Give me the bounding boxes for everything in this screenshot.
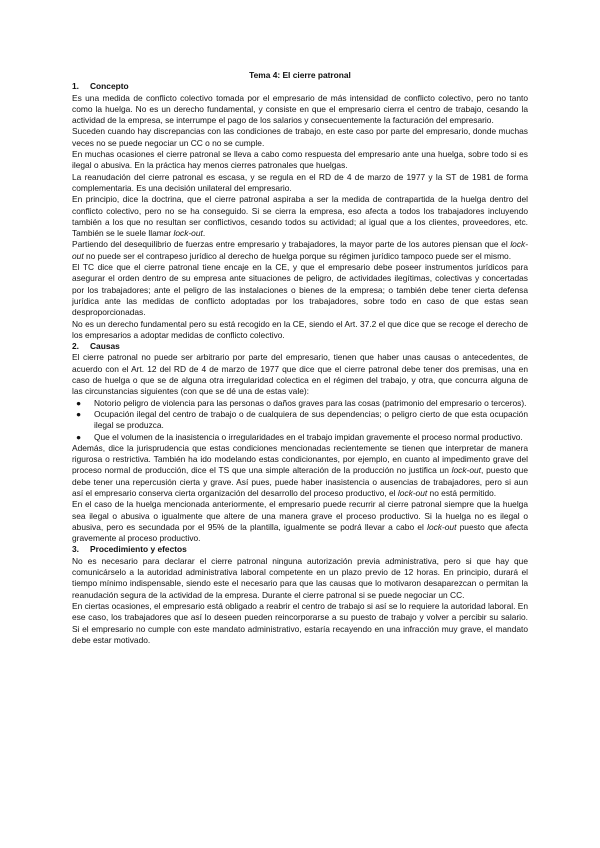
section-title: Procedimiento y efectos [90, 544, 187, 555]
paragraph: El cierre patronal no puede ser arbitrario por parte del empresario, tienen que haber unas causas o antecedentes, de acuerdo con el Art. 12 del RD de 4 de marzo de 1977 que dice que el cierre patronal debe tener dos premisas, una en caso de huelga o que se de alguna otra irregularidad colectica en el régimen del trabajo, y otra, que concurra alguna de las circunstancias siguientes (con que se dé una de estas vale): [72, 352, 528, 397]
bullet-list [72, 398, 528, 443]
list-item: ● Que el volumen de la inasistencia o irregularidades en el trabajo impidan gravemente el proceso normal productivo. [72, 432, 528, 443]
paragraph: Es una medida de conflicto colectivo tomada por el empresario de más intensidad de conflicto colectivo, pero no tanto como la huelga. No es un derecho fundamental, y consiste en que el empresario cierra el centro de trabajo, cesando la actividad de la empresa, se interrumpe el pago de los salarios y consecuentemente la facturación del empresario. [72, 92, 528, 126]
section-heading-causas [72, 341, 528, 352]
section-number: 1. [72, 81, 79, 92]
paragraph: No es un derecho fundamental pero su está recogido en la CE, siendo el Art. 37.2 el que dice que se recoge el derecho de los empresarios a adoptar medidas de conflicto colectivo. [72, 318, 528, 340]
paragraph: La reanudación del cierre patronal es escasa, y se regula en el RD de 4 de marzo de 1977 y la ST de 1981 de forma complementaria. Es una decisión unilateral del empresario. [72, 171, 528, 193]
section-number: 2. [72, 341, 79, 352]
paragraph: Suceden cuando hay discrepancias con las condiciones de trabajo, en este caso por parte del empresario, donde muchas veces no se puede negociar un CC o no se cumple. [72, 126, 528, 148]
section-title: Causas [90, 341, 120, 352]
bullet-icon: ● [76, 397, 82, 408]
list-item: ● Ocupación ilegal del centro de trabajo o de cualquiera de sus dependencias; o peligro cierto de que esta ocupación ilegal se produzca. [72, 409, 528, 432]
document-page [72, 70, 528, 646]
list-item: ● Notorio peligro de violencia para las personas o daños graves para las cosas (patrimonio del empresario o terceros). [72, 398, 528, 409]
paragraph: El TC dice que el cierre patronal tiene encaje en la CE, y que el empresario debe poseer instrumentos jurídicos para asegurar el orden dentro de su empresa ante situaciones de peligro, de actividades ilegítimas, colectivas y concertadas por los trabajadores; ante el peligro de las instalaciones o bienes de la empresa; o también debe tener cierta defensa jurídica ante las medidas de conflicto adoptadas por los trabajadores, sobre todo en caso de que estas sean desproporcionadas. [72, 262, 528, 318]
section-heading-concepto [72, 81, 528, 92]
paragraph: En ciertas ocasiones, el empresario está obligado a reabrir el centro de trabajo si así se lo requiere la autoridad laboral. En ese caso, los trabajadores que así lo deseen pueden reincorporarse a su puesto de trabajo y volver a percibir su salario. Si el empresario no cumple con este mandato administrativo, estaría recayendo en una infracción muy grave, el mandato debe estar motivado. [72, 600, 528, 645]
section-title: Concepto [90, 81, 129, 92]
section-heading-procedimiento [72, 544, 528, 555]
paragraph: En muchas ocasiones el cierre patronal se lleva a cabo como respuesta del empresario ante una huelga, sobre todo si es ilegal o abusiva. En la práctica hay menos cierres patronales que huelgas. [72, 149, 528, 171]
paragraph: Partiendo del desequilibrio de fuerzas entre empresario y trabajadores, la mayor parte de los autores piensan que el lock-out no puede ser el contrapeso jurídico al derecho de huelga porque su régimen jurídico tampoco puede ser el mismo. [72, 239, 528, 261]
bullet-icon: ● [76, 408, 82, 419]
paragraph: En el caso de la huelga mencionada anteriormente, el empresario puede recurrir al cierre patronal siempre que la huelga sea ilegal o abusiva o igualmente que altere de una manera grave el proceso productivo. Si la huelga no es ilegal o abusiva, pero es secundada por el 95% de la plantilla, igualmente se podrá llevar a cabo el lock-out puesto que afecta gravemente al proceso productivo. [72, 499, 529, 544]
paragraph: No es necesario para declarar el cierre patronal ninguna autorización previa administrativa, pero si que hay que comunicárselo a la autoridad administrativa laboral competente en un plazo previo de 12 horas. En principio, durará el tiempo mínimo indispensable, siendo este el necesario para que las causas que lo motivaron desaparezcan o permitan la reanudación segura de la actividad de la empresa. Durante el cierre patronal si se puede negociar un CC. [72, 555, 528, 600]
section-number: 3. [72, 544, 79, 555]
paragraph: En principio, dice la doctrina, que el cierre patronal aspiraba a ser la medida de contrapartida de la huelga dentro del conflicto colectivo, pero no se ha conseguido. Si se cierra la empresa, eso afecta a todos los trabajadores incluyendo también a los que no resultan ser conflictivos, cesando todos su actividad; al igual que a los clientes, proveedores, etc. También se le suele llamar lock-out. [72, 194, 528, 239]
page-title: Tema 4: El cierre patronal [249, 70, 351, 80]
bullet-icon: ● [76, 431, 82, 442]
paragraph: Además, dice la jurisprudencia que estas condiciones mencionadas recientemente se tienen que interpretar de manera rigurosa o restrictiva. También ha ido modelando estas condicionantes, por ejemplo, en cuanto al impedimento grave del proceso normal de producción, dice el TS que una simple alteración de la producción no justifica un lock-out, puesto que debe tener una repercusión cierta y grave. Así pues, puede haber inasistencia o ausencias de trabajadores, pero si aun así el empresario conserva cierta organización del desarrollo del proceso productivo, el lock-out no está permitido. [72, 442, 528, 498]
